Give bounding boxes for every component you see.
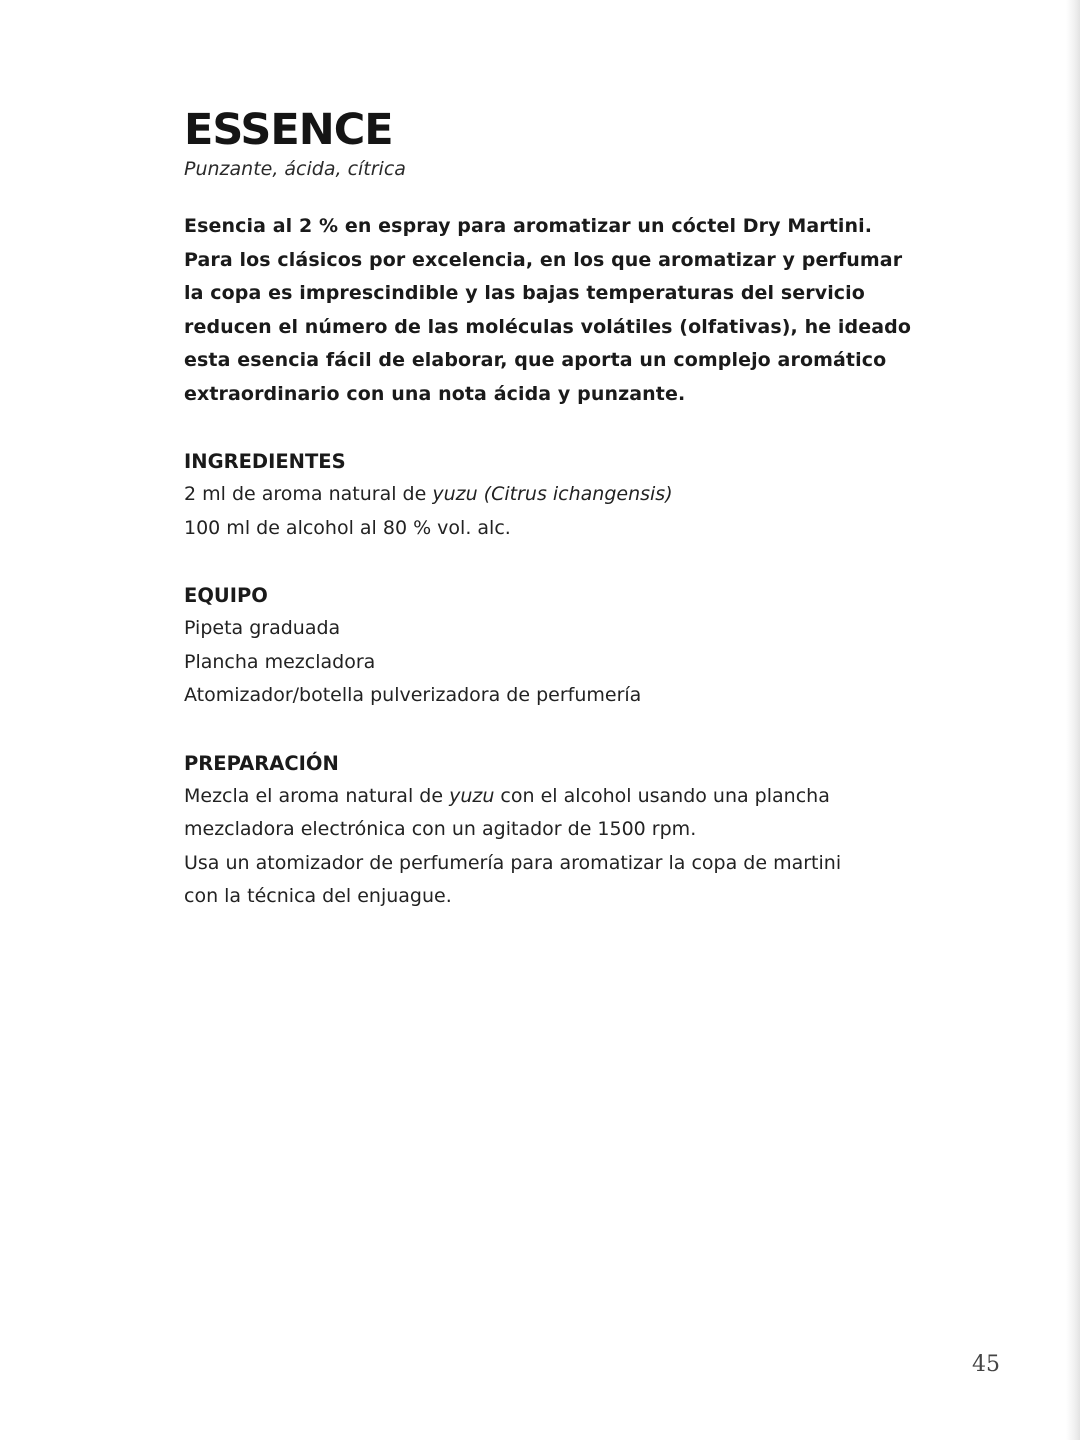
preparation-section: [184, 747, 874, 914]
recipe-title: ESSENCE: [184, 105, 393, 155]
intro-line: la copa es imprescindible y las bajas temperaturas del servicio: [184, 282, 865, 304]
page-edge-shadow: [1066, 0, 1080, 1440]
intro-line: Esencia al 2 % en espray para aromatizar un cóctel Dry Martini.: [184, 215, 873, 237]
equipment-heading: EQUIPO: [184, 584, 268, 607]
preparation-line: con la técnica del enjuague.: [184, 885, 452, 907]
equipment-item: Plancha mezcladora: [184, 650, 376, 673]
intro-line: extraordinario con una nota ácida y punzante.: [184, 382, 686, 405]
recipe-page: [184, 104, 911, 914]
ingredient-item: 100 ml de alcohol al 80 % vol. alc.: [184, 516, 511, 539]
intro-paragraph: [184, 210, 911, 411]
preparation-italic-text: yuzu: [449, 784, 495, 807]
equipment-item: Atomizador/botella pulverizadora de perfumería: [184, 684, 642, 706]
recipe-subtitle: Punzante, ácida, cítrica: [184, 158, 406, 180]
preparation-line: mezcladora electrónica con un agitador de 1500 rpm.: [184, 818, 697, 840]
ingredient-text: 2 ml de aroma natural de: [184, 483, 433, 505]
equipment-item: Pipeta graduada: [184, 617, 341, 639]
ingredient-item: [184, 478, 874, 512]
preparation-line: Usa un atomizador de perfumería para aromatizar la copa de martini: [184, 851, 842, 874]
intro-line: reducen el número de las moléculas volátiles (olfativas), he ideado: [184, 315, 911, 338]
ingredients-heading: INGREDIENTES: [184, 450, 346, 473]
intro-line: esta esencia fácil de elaborar, que aporta un complejo aromático: [184, 349, 887, 371]
preparation-text: Mezcla el aroma natural de: [184, 784, 450, 807]
ingredient-italic-text: yuzu (Citrus ichangensis): [432, 483, 673, 505]
equipment-section: [184, 579, 874, 713]
ingredients-section: [184, 445, 874, 545]
intro-line: Para los clásicos por excelencia, en los que aromatizar y perfumar: [184, 248, 903, 271]
page-number: 45: [972, 1352, 1000, 1377]
preparation-line: [184, 780, 874, 814]
preparation-heading: PREPARACIÓN: [184, 751, 339, 775]
preparation-text: con el alcohol usando una plancha: [494, 784, 830, 807]
